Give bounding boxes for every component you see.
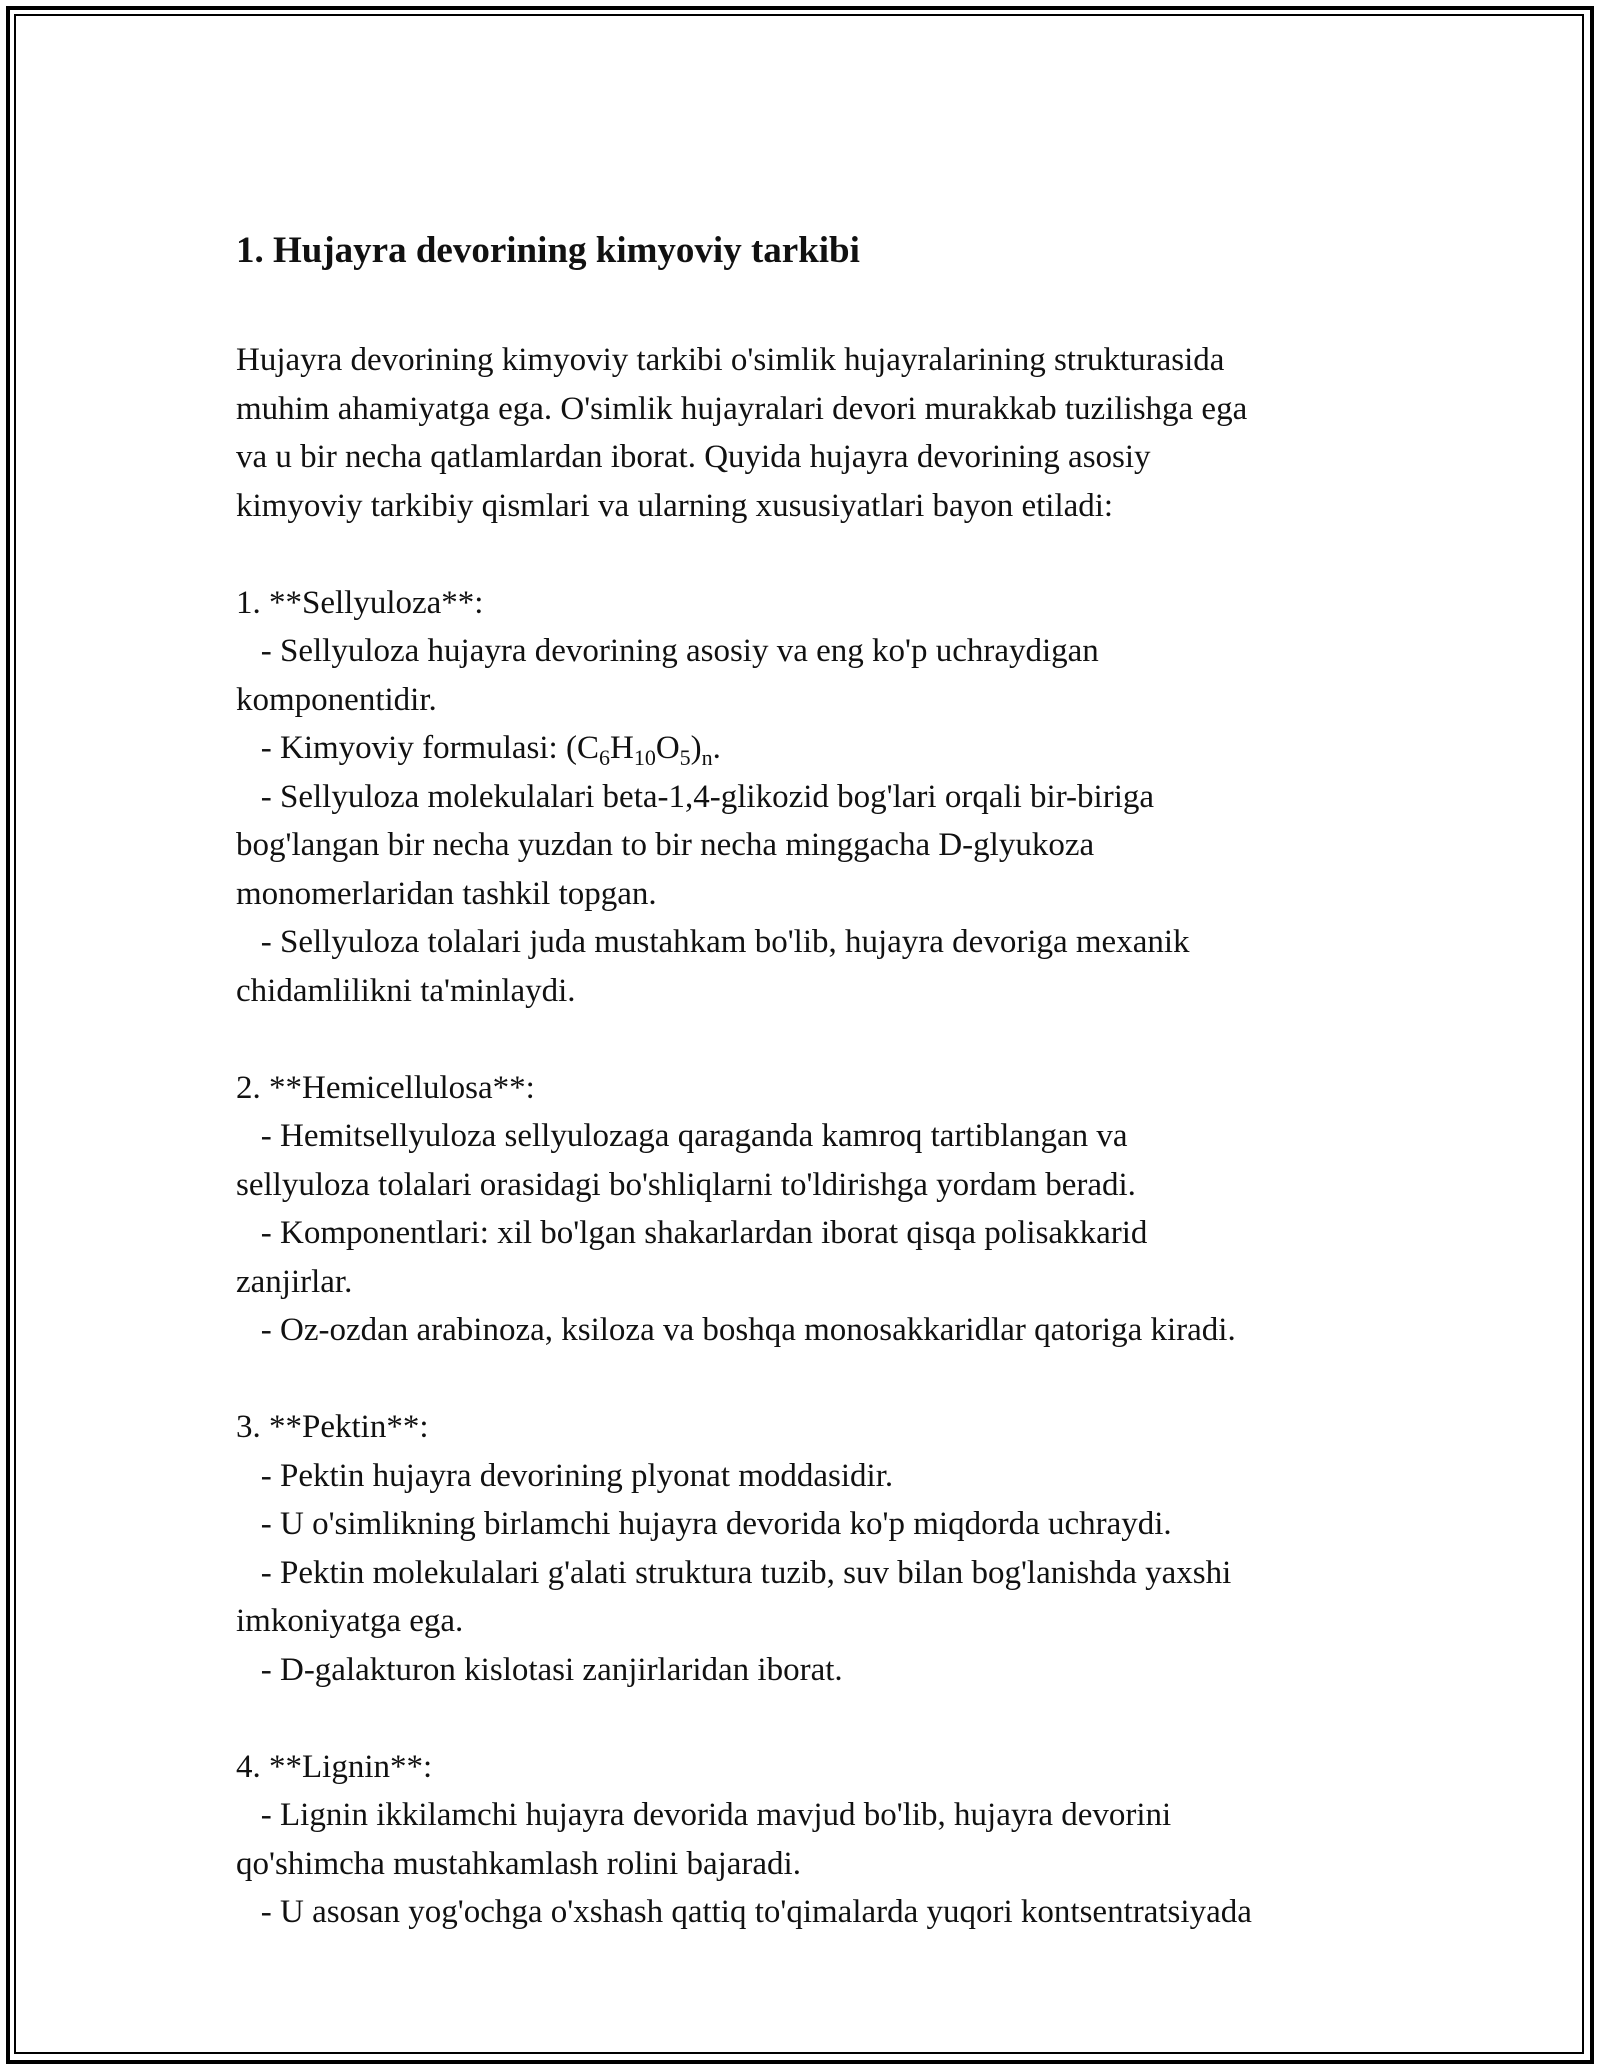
section-4-line-1: - Lignin ikkilamchi hujayra devorida mavjud bo'lib, hujayra devorini qo'shimcha mustahkamlash rolini bajaradi. — [236, 1797, 1172, 1882]
section-1-formula-line: - Kimyoviy formulasi: $(C_6H_{10}O_5)_n$. — [236, 730, 721, 770]
section-1-line-3: - Sellyuloza molekulalari beta-1,4-glikozid bog'lari orqali bir-biriga bog'langan bir necha yuzdan to bir necha minggacha D-glyukoza monomerlaridan tashkil topgan. — [236, 778, 1155, 912]
section-3-title: 3. **Pektin**: — [236, 1409, 429, 1445]
formula-subscript: 5 — [679, 745, 691, 770]
section-2-line-1: - Hemitsellyuloza sellyulozaga qaraganda kamroq tartiblangan va sellyuloza tolalari orasidagi bo'shliqlarni to'ldirishga yordam beradi. — [236, 1118, 1136, 1203]
section-2-line-3: - Oz-ozdan arabinoza, ksiloza va boshqa monosakkaridlar qatoriga kiradi. — [236, 1312, 1236, 1348]
section-3-line-1: - Pektin hujayra devorining plyonat moddasidir. — [236, 1457, 894, 1494]
document-body — [236, 336, 1376, 1937]
section-4-title: 4. **Lignin**: — [236, 1748, 433, 1785]
section-1-line-1: - Sellyuloza hujayra devorining asosiy va eng ko'p uchraydigan komponentidir. — [236, 633, 1099, 718]
section-heading: 1. Hujayra devorining kimyoviy tarkibi — [236, 230, 860, 271]
formula-subscript: n — [701, 745, 713, 770]
formula-subscript: 10 — [633, 745, 656, 770]
document-content — [236, 190, 1376, 1955]
section-1-title: 1. **Sellyuloza**: — [236, 584, 484, 621]
section-3-line-4: - D-galakturon kislotasi zanjirlaridan iborat. — [236, 1651, 843, 1688]
section-3-line-3: - Pektin molekulalari g'alati struktura tuzib, suv bilan bog'lanishda yaxshi imkoniyatga ega. — [236, 1554, 1232, 1639]
section-2-line-2: - Komponentlari: xil bo'lgan shakarlardan iborat qisqa polisakkarid zanjirlar. — [236, 1215, 1148, 1300]
intro-paragraph: Hujayra devorining kimyoviy tarkibi o'simlik hujayralarining strukturasida muhim ahamiyatga ega. O'simlik hujayralari devori murakkab tuzilishga ega va u bir necha qatlamlardan iborat. Quyida hujayra devorining asosiy kimyoviy tarkibiy qismlari va ularning xususiyatlari bayon etiladi: — [236, 342, 1248, 524]
section-1-line-4: - Sellyuloza tolalari juda mustahkam bo'lib, hujayra devoriga mexanik chidamlilikni ta'minlaydi. — [236, 924, 1190, 1009]
section-2-title: 2. **Hemicellulosa**: — [236, 1069, 535, 1106]
section-4-line-2: - U asosan yog'ochga o'xshash qattiq to'qimalarda yuqori kontsentratsiyada — [236, 1894, 1252, 1930]
section-3-line-2: - U o'simlikning birlamchi hujayra devorida ko'p miqdorda uchraydi. — [236, 1506, 1172, 1542]
formula-subscript: 6 — [598, 745, 610, 770]
